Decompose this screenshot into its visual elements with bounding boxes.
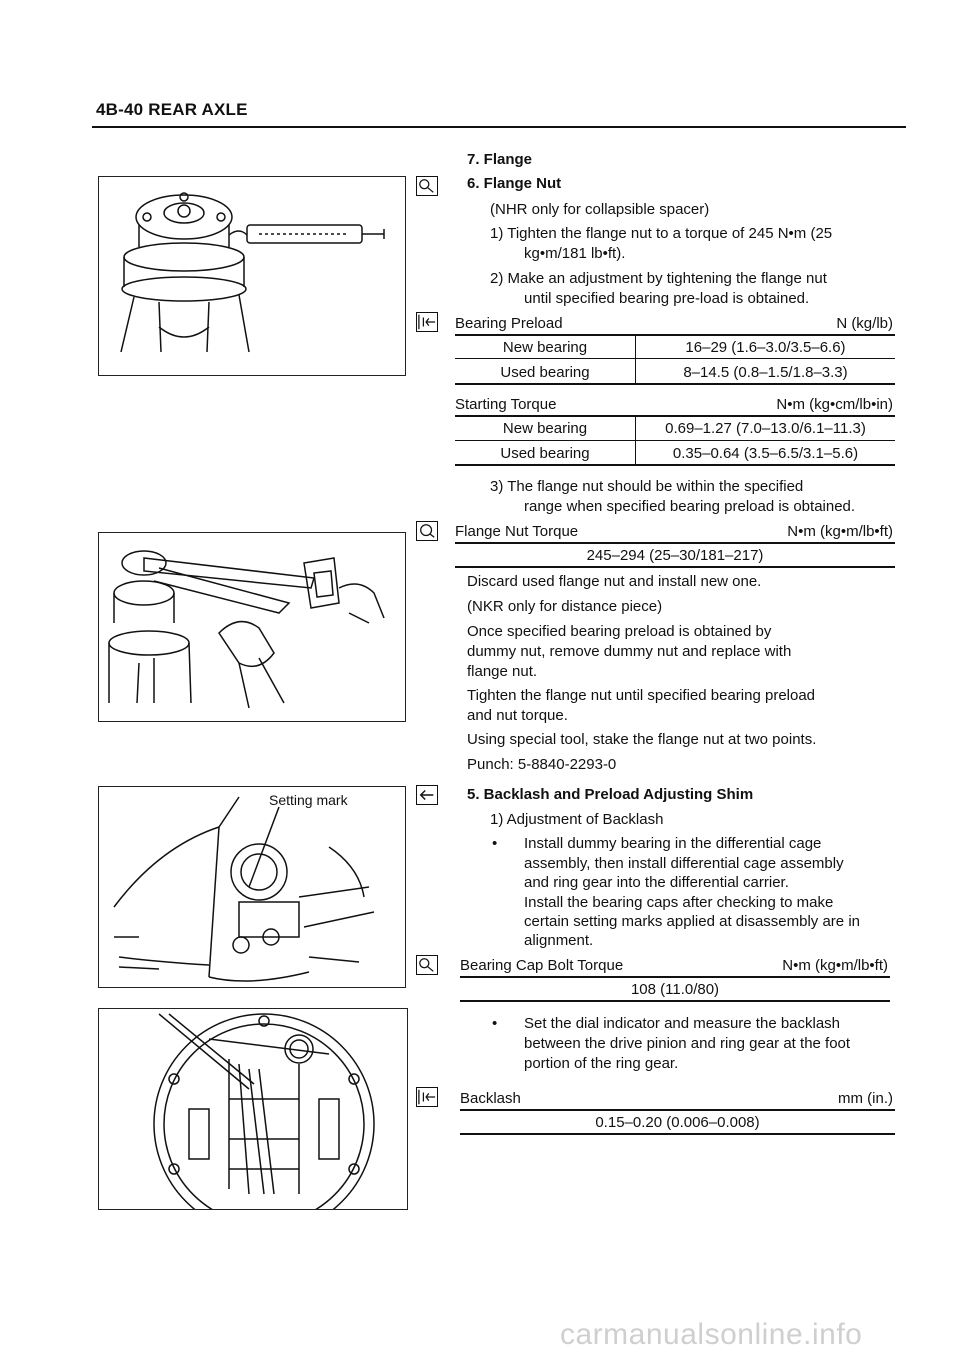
preload-row-2-name: Used bearing (500, 364, 590, 381)
backlash-rule-top (460, 1109, 895, 1111)
paragraph-tighten-line-1: Tighten the flange nut until specified bearing preload (467, 687, 816, 704)
step-1-line-1: 1) Tighten the flange nut to a torque of 245 N•m (25 (490, 225, 833, 242)
section-7-title: 7. Flange (467, 151, 533, 168)
section-5-step-1: 1) Adjustment of Backlash (490, 811, 664, 828)
preload-rule-top (455, 334, 895, 336)
starting-divider (635, 416, 636, 464)
preload-rule-bottom (455, 383, 895, 385)
header-rule (92, 126, 906, 128)
step-3-line-1: 3) The flange nut should be within the specified (490, 478, 804, 495)
preload-row-2-value: 8–14.5 (0.8–1.5/1.8–3.3) (683, 364, 848, 381)
cap-torque-rule-bottom (460, 1000, 890, 1002)
figure-spring-scale (98, 176, 406, 376)
bullet-2-line-3: portion of the ring gear. (524, 1055, 679, 1072)
setting-mark-label: Setting mark (269, 792, 348, 808)
bullet-2-line-1: Set the dial indicator and measure the backlash (524, 1015, 841, 1032)
inspect-icon (416, 176, 438, 196)
bullet-1-line-1: Install dummy bearing in the differential cage (524, 835, 822, 852)
starting-unit: N•m (kg•cm/lb•in) (776, 396, 893, 413)
step-3-line-2: range when specified bearing preload is obtained. (524, 498, 856, 515)
watermark: carmanualsonline.info (560, 1318, 863, 1351)
figure-dial-indicator (98, 1008, 408, 1210)
specification-icon (416, 312, 438, 332)
backlash-rule-bottom (460, 1133, 895, 1135)
starting-row-2-name: Used bearing (500, 445, 590, 462)
starting-row-2-value: 0.35–0.64 (3.5–6.5/3.1–5.6) (672, 445, 859, 462)
preload-divider (635, 335, 636, 383)
section-6-note: (NHR only for collapsible spacer) (490, 201, 710, 218)
starting-label: Starting Torque (455, 396, 557, 413)
paragraph-stake: Using special tool, stake the flange nut at two points. (467, 731, 817, 748)
nut-torque-value: 245–294 (25–30/181–217) (586, 547, 764, 564)
starting-rule-mid (455, 440, 895, 441)
bullet-2: • (492, 1015, 498, 1032)
torque-wrench-illustration (99, 533, 405, 721)
paragraph-punch: Punch: 5-8840-2293-0 (467, 756, 617, 773)
starting-row-1-value: 0.69–1.27 (7.0–13.0/6.1–11.3) (665, 420, 866, 437)
specification-icon-2 (416, 1087, 438, 1107)
page-title: 4B-40 REAR AXLE (96, 100, 248, 119)
figure-setting-mark (98, 786, 406, 988)
starting-row-1-name: New bearing (502, 420, 588, 437)
spring-scale-illustration (99, 177, 405, 375)
cap-torque-value: 108 (11.0/80) (630, 981, 720, 998)
section-5-title: 5. Backlash and Preload Adjusting Shim (467, 786, 754, 803)
bullet-1-line-5: certain setting marks applied at disassembly are in (524, 913, 860, 930)
preload-row-1-name: New bearing (502, 339, 588, 356)
cap-torque-label: Bearing Cap Bolt Torque (460, 957, 624, 974)
bullet-1-line-2: assembly, then install differential cage assembly (524, 855, 844, 872)
install-icon (416, 785, 438, 805)
preload-unit: N (kg/lb) (836, 315, 893, 332)
nut-torque-unit: N•m (kg•m/lb•ft) (787, 523, 893, 540)
paragraph-dummy-line-1: Once specified bearing preload is obtained by (467, 623, 772, 640)
figure-torque-wrench (98, 532, 406, 722)
dial-indicator-illustration (99, 1009, 407, 1209)
bullet-1: • (492, 835, 498, 852)
cap-torque-rule-top (460, 976, 890, 978)
inspect-icon-2 (416, 955, 438, 975)
paragraph-nkr-note: (NKR only for distance piece) (467, 598, 663, 615)
nut-torque-label: Flange Nut Torque (455, 523, 579, 540)
preload-label: Bearing Preload (455, 315, 563, 332)
preload-row-1-value: 16–29 (1.6–3.0/3.5–6.6) (685, 339, 846, 356)
starting-rule-bottom (455, 464, 895, 466)
paragraph-tighten-line-2: and nut torque. (467, 707, 568, 724)
paragraph-dummy-line-3: flange nut. (467, 663, 538, 680)
backlash-label: Backlash (460, 1090, 521, 1107)
nut-torque-rule-bottom (455, 566, 895, 568)
step-1-line-2: kg•m/181 lb•ft). (524, 245, 626, 262)
paragraph-discard: Discard used flange nut and install new one. (467, 573, 762, 590)
step-2-line-2: until specified bearing pre-load is obtained. (524, 290, 810, 307)
section-6-title: 6. Flange Nut (467, 175, 562, 192)
bullet-1-line-6: alignment. (524, 932, 594, 949)
bullet-1-line-4: Install the bearing caps after checking to make (524, 894, 834, 911)
backlash-value: 0.15–0.20 (0.006–0.008) (595, 1114, 760, 1131)
cap-torque-unit: N•m (kg•m/lb•ft) (782, 957, 888, 974)
bullet-1-line-3: and ring gear into the differential carrier. (524, 874, 789, 891)
torque-icon (416, 521, 438, 541)
bullet-2-line-2: between the drive pinion and ring gear at the foot (524, 1035, 851, 1052)
paragraph-dummy-line-2: dummy nut, remove dummy nut and replace with (467, 643, 792, 660)
preload-rule-mid (455, 358, 895, 359)
step-2-line-1: 2) Make an adjustment by tightening the flange nut (490, 270, 827, 287)
starting-rule-top (455, 415, 895, 417)
setting-mark-illustration (99, 787, 405, 987)
backlash-unit: mm (in.) (838, 1090, 893, 1107)
nut-torque-rule-top (455, 542, 895, 544)
